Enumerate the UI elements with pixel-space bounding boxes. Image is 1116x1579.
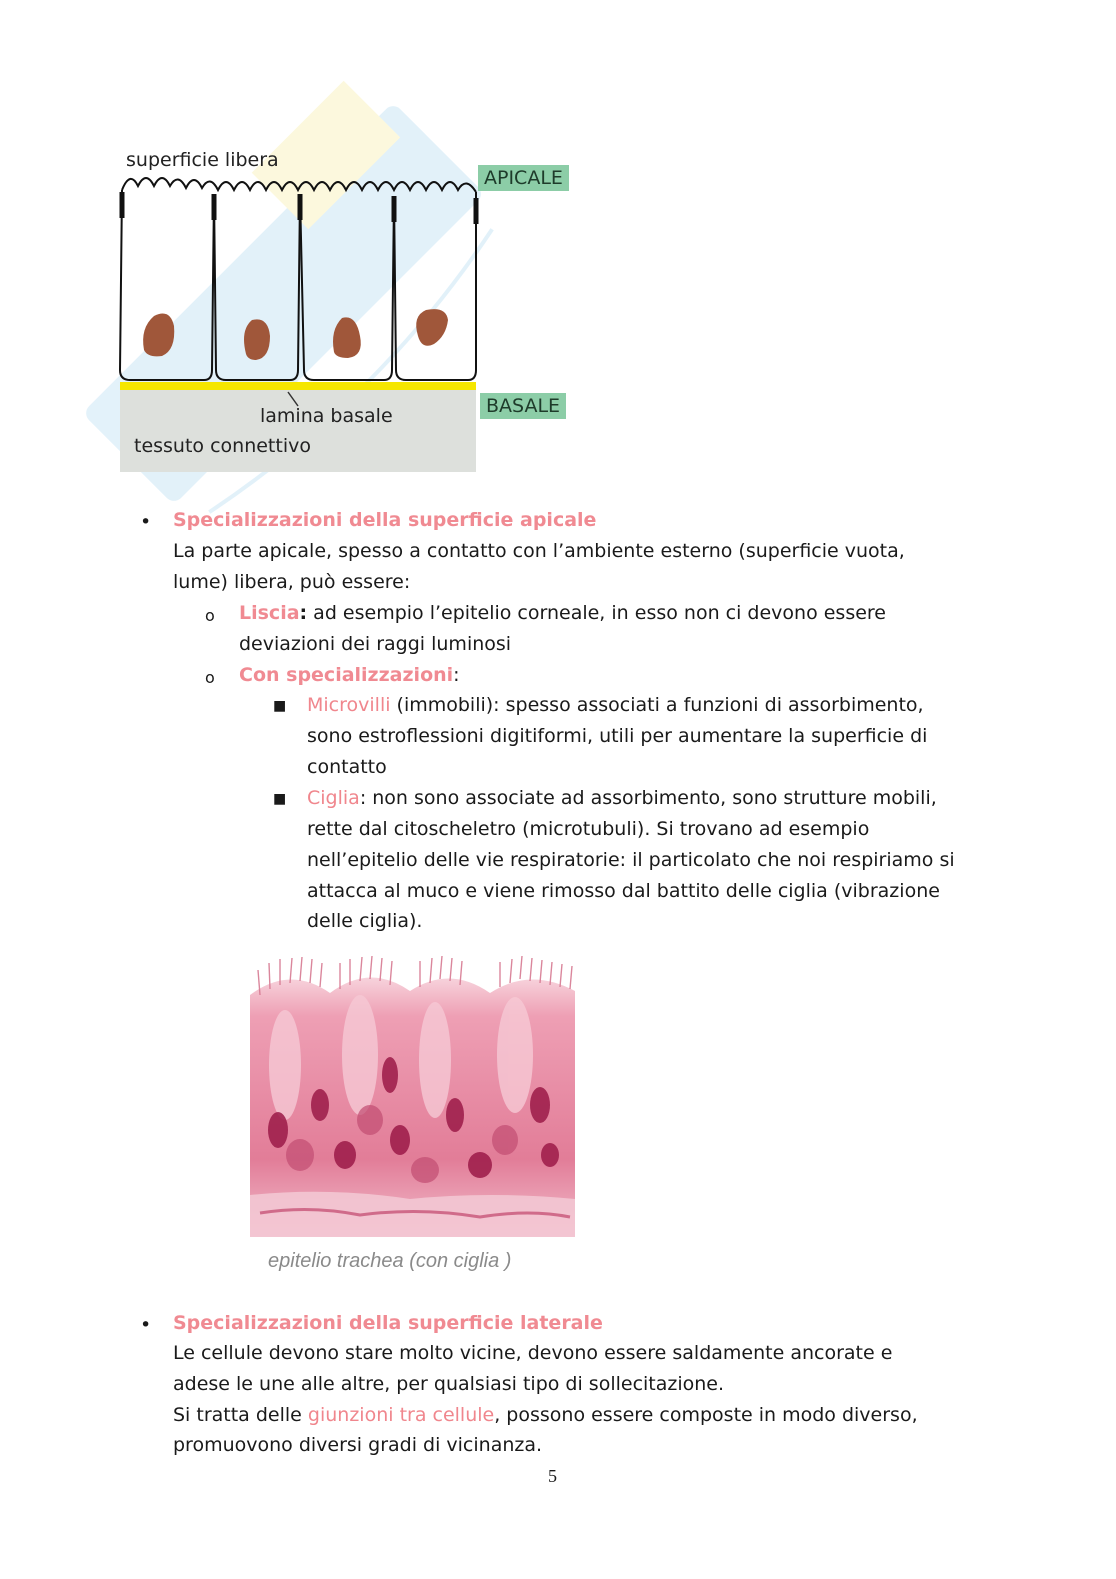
basal-lamina-band: [120, 382, 476, 390]
specialized-item: [239, 660, 460, 691]
microvilli-line3: contatto: [307, 756, 387, 778]
cilia-line3: nell’epitelio delle vie respiratorie: il particolato che noi respiriamo si: [307, 849, 955, 871]
lateral-line3-pre: Si tratta delle: [173, 1404, 308, 1426]
smooth-colon: :: [299, 602, 308, 624]
cilia-line1: : non sono associate ad assorbimento, sono strutture mobili,: [359, 787, 937, 809]
smooth-term: Liscia: [239, 602, 300, 624]
lateral-line1: Le cellule devono stare molto vicine, devono essere saldamente ancorate e: [173, 1342, 893, 1364]
epithelium-diagram: [100, 140, 580, 480]
apical-intro-line2: lume) libera, può essere:: [173, 571, 411, 593]
free-surface-line: [122, 178, 476, 192]
smooth-line1: ad esempio l’epitelio corneale, in esso non ci devono essere: [307, 602, 887, 624]
apical-intro-line1: La parte apicale, spesso a contatto con l’ambiente esterno (superficie vuota,: [173, 540, 905, 562]
lateral-line4: promuovono diversi gradi di vicinanza.: [173, 1434, 543, 1456]
microvilli-item: [307, 690, 924, 721]
bullet-dot: •: [140, 1314, 152, 1336]
cilia-item: [307, 783, 937, 814]
specialized-term: Con specializzazioni: [239, 664, 454, 686]
free-surface-label: superficie libera: [126, 149, 279, 171]
bullet-dot: •: [140, 511, 152, 533]
bullet-circle: o: [205, 668, 215, 687]
bullet-circle: o: [205, 606, 215, 625]
page-number: 5: [548, 1466, 557, 1486]
connective-tissue-area: [120, 388, 476, 472]
figure-caption: epitelio trachea (con ciglia ): [268, 1250, 512, 1272]
smooth-item: [239, 598, 886, 629]
junctions-term: giunzioni tra cellule: [307, 1404, 495, 1426]
microvilli-line2: sono estroflessioni digitiformi, utili per aumentare la superficie di: [307, 725, 928, 747]
section-title-apical: Specializzazioni della superficie apicale: [173, 509, 597, 531]
apical-tag: APICALE: [478, 165, 569, 191]
cell-nuclei: [143, 309, 448, 360]
connective-tissue-label: tessuto connettivo: [134, 435, 311, 457]
junction-marks: [122, 192, 476, 224]
lateral-line3: [173, 1400, 918, 1431]
cilia-line4: attacca al muco e viene rimosso dal battito delle ciglia (vibrazione: [307, 880, 940, 902]
cilia-line5: delle ciglia).: [307, 910, 423, 932]
microvilli-term: Microvilli: [307, 694, 391, 716]
lateral-line3-post: , possono essere composte in modo diverso,: [494, 1404, 918, 1426]
microvilli-line1: (immobili): spesso associati a funzioni di assorbimento,: [390, 694, 924, 716]
smooth-line2: deviazioni dei raggi luminosi: [239, 633, 512, 655]
specialized-colon: :: [453, 664, 460, 686]
trachea-histology-image: [250, 955, 575, 1237]
basal-tag: BASALE: [480, 393, 566, 419]
bullet-square: ■: [273, 791, 287, 807]
lateral-line2: adese le une alle altre, per qualsiasi tipo di sollecitazione.: [173, 1373, 725, 1395]
bullet-square: ■: [273, 698, 287, 714]
cilia-term: Ciglia: [307, 787, 360, 809]
basal-lamina-label: lamina basale: [260, 405, 393, 427]
section-title-lateral: Specializzazioni della superficie laterale: [173, 1312, 603, 1334]
cilia-line2: rette dal citoscheletro (microtubuli). Si trovano ad esempio: [307, 818, 870, 840]
